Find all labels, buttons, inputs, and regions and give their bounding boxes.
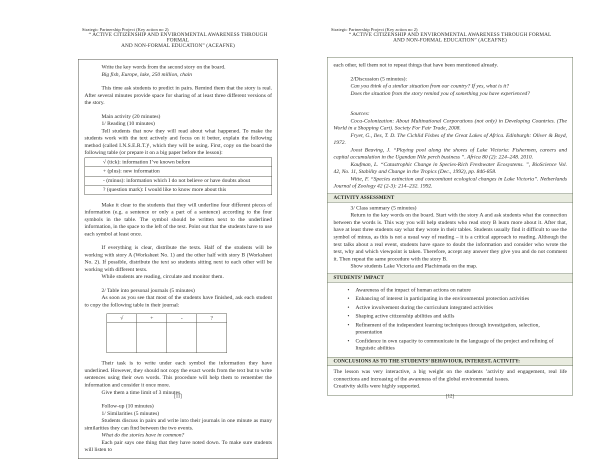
paragraph: While students are reading, circulate and monitor them. [101,273,224,280]
discussion-question: Can you think of a similar situation from our country? If yes, what is it? [350,83,510,90]
journal-empty-cell [197,322,227,353]
page-number-12: [12] [446,394,454,399]
page-12-header [327,27,573,43]
paragraph: As soon as you see that most of the students have finished, ask each student to copy the following table in their journal: [84,294,272,308]
paragraph: Make it clear to the students that they will underline four different pieces of information (e.g. a sentence or only a part of a sentence) according to the four symbols in the table. The symbol should be written next to the underlined information, in the space to the left of the text. Point out that the students have to use each symbol at least once. [84,201,272,237]
bullet-icon: • [347,337,350,344]
document-title-line2: AND NON-FORMAL EDUCATION” (ACEAFNE) [393,37,507,43]
similarities-heading: 1/ Similarities (5 minutes) [101,410,160,417]
discussion-question: Does the situation from the story remind you of something you have experienced? [350,90,531,97]
journal-table-empty-row [107,322,227,353]
paragraph: This time ask students to predict in pairs. Remind them that the story is real. After several minutes provide space for sharing of at least three different versions of the story. [84,85,272,106]
paragraph: Tell students that now they will read about what happened. To make the students work with the text actively and focus on it better, explain the following method (called I.N.S.E.R.T.)¹, which they will be using. First, copy on the board the following table (or prepare it on a big paper before the lesson): [84,127,272,156]
source-reference: Joost Beuving, J. “Playing pool along the shores of Lake Victoria: Fishermen, careers and capital accumulation in the Ugandan Nile perch business ”. Africa 80 (2): 224–248. 2010. [333,146,567,161]
page-12 [300,0,600,424]
document-title-line2: AND NON-FORMAL EDUCATION” (ACEAFNE) [121,43,235,49]
discussion-heading: 2/Discussion (5 minutes): [350,75,408,82]
bullet-icon: • [347,295,350,302]
page-11-header [78,27,278,49]
list-item [348,313,568,320]
keywords-line: Big fish, Europe, lake, 250 million, chain [101,71,193,78]
list-item-text: Shaping active citizenship abilities and skills [355,313,455,320]
paragraph: Give them a time limit of 3 minutes. [101,389,182,396]
list-item [348,286,568,293]
list-item [348,295,568,302]
list-item [348,321,568,336]
list-item-text: Confidence in own capacity to communicate in the language of the project and refining of linguistic abilities [355,337,554,352]
journal-symbols-table [107,314,228,354]
insert-table-row: - (minus): information which I do not believe or have doubts about [85,176,272,185]
list-item-text: Active involvement during the curriculum integrated activities [355,304,493,311]
page-number-11: [11] [174,394,182,399]
journal-empty-cell [107,322,137,353]
section-students-impact: STUDENTS’ IMPACT [328,273,573,282]
insert-table-row: √ (tick): information I’ve known before [103,158,191,165]
paragraph: The lesson was very interactive, a big weight on the students ’activity and engagement, real life connections and increasing of the awareness of the global environmental issues. [333,368,567,382]
journal-empty-cell [137,322,167,353]
journal-header-minus: - [167,314,197,323]
source-reference: Fryer, G., Iles, T. D. The Cichlid Fishes of the Great Lakes of Africa. Edinburgh: Oliver & Boyd, 1972. [333,132,567,146]
bullet-icon: • [347,313,350,320]
students-impact-list [348,286,568,352]
section-activity-assessment: ACTIVITY ASSESSMENT [328,193,573,202]
followup-heading: Follow-up (10 minutes) [101,403,154,410]
page-11 [0,0,300,453]
journal-header-tick: √ [107,314,137,323]
paragraph: If everything is clear, distribute the texts. Half of the students will be working with story A (Worksheet No. 1) and the other half with story B (Worksheet No. 2). If possible, distribute the text so students sitting next to each other will be working with different texts. [84,244,272,273]
list-item-text: Enhancing of interest in participating in the environmental protection activities [355,295,530,302]
document-title-line1: “ ACTIVE CITIZENSHIP AND ENVIRONMENTAL AWARENESS THROUGH FORMAL [348,32,552,38]
insert-symbols-table [85,157,273,195]
reading-heading: 1/ Reading (10 minutes) [101,120,155,127]
page-12-content-box [327,57,573,395]
discussion-question: What do the stories have in common? [101,432,185,439]
section-conclusions: CONCLUSIONS AS TO THE STUDENTS’ BEHAVIOUR, INTEREST, ACTIVITY: [328,357,573,366]
list-item-text: Refinement of the independent learning techniques through investigation, selection, presentation [355,321,540,336]
paragraph: Each pair says one thing that they have noted down. To make sure students will listen to [84,439,272,453]
journal-table-header-row [107,314,227,323]
source-reference: Coca-Colonization: About Multinational Corporations (not only) in Developing Countries. (The World in a Shopping Cart). Society For Fair Trade, 2008. [333,117,567,132]
paragraph: Creativity skills were highly supported. [333,383,421,390]
paragraph: Write the key words from the second story on the board. [101,64,226,70]
insert-table-row: + (plus): new information [85,167,272,176]
list-item [348,304,568,311]
bullet-icon: • [347,321,350,328]
bullet-icon: • [347,286,350,293]
list-item-text: Awareness of the impact of human actions on nature [355,286,471,293]
insert-table-row: ? (question mark): I would like to know more about this [85,185,272,194]
paragraph: Their task is to write under each symbol the information they have underlined. However, they should not copy the exact words from the text but to write sentences using their own words. This procedure will help them to remember the information and consider it once more. [84,360,272,388]
paragraph: Show students Lake Victoria and Plachimada on the map. [350,263,478,270]
bullet-icon: • [347,304,350,311]
list-item [348,337,568,352]
project-line: Strategic Partnership Project (Key action no 2) [331,27,418,32]
class-summary-heading: 3/ Class summary (5 minutes) [350,204,417,211]
sources-label: Sources: [350,110,370,117]
journal-header-question: ? [197,314,227,323]
journal-empty-cell [167,322,197,353]
journal-heading: 2/ Table into personal journals (5 minutes) [101,287,195,294]
activity-heading: Main activity (20 minutes) [101,113,161,120]
document-title-line1: “ ACTIVE CITIZENSHIP AND ENVIRONMENTAL AWARENESS THROUGH FORMAL [88,32,268,43]
paragraph: Students discuss in pairs and write into their journals in one minute as many similarities they can find between the two events. [84,417,272,431]
source-reference: Kaufman, L. “Catastrophic Change in Species-Rich Freshwater Ecosystems. ”, BioScience Vol. 42, No. 11, Stability and Change in the Tropics (Dec., 1992), pp. 846-858. [333,161,567,175]
journal-header-plus: + [137,314,167,323]
paragraph: each other, tell them not to repeat things that have been mentioned already. [333,62,499,68]
paragraph: Return to the key words on the board. Start with the story A and ask students what the connection between the words is. This way you will help students who read story B learn more about it. After that, have at least three students say what they wrote in their tables. Students usually find it difficult to use the symbol of minus, as this is not a usual way of reading – it is a critical approach to reading. Although the text talks about a real event, students have space to doubt the information and consider who wrote the text, why and which viewpoint is taken. Therefore, accept any answer they give you and do not comment it. Then repeat the same procedure with the story B. [333,212,567,262]
source-reference: Witte, F. “Species extinction and concomitant ecological changes in Lake Victoria”. Netherlands Journal of Zoology 42 (2-3): 214–232. 1992. [333,175,567,190]
project-line: Strategic Partnership Project (Key action no 2) [82,27,169,32]
